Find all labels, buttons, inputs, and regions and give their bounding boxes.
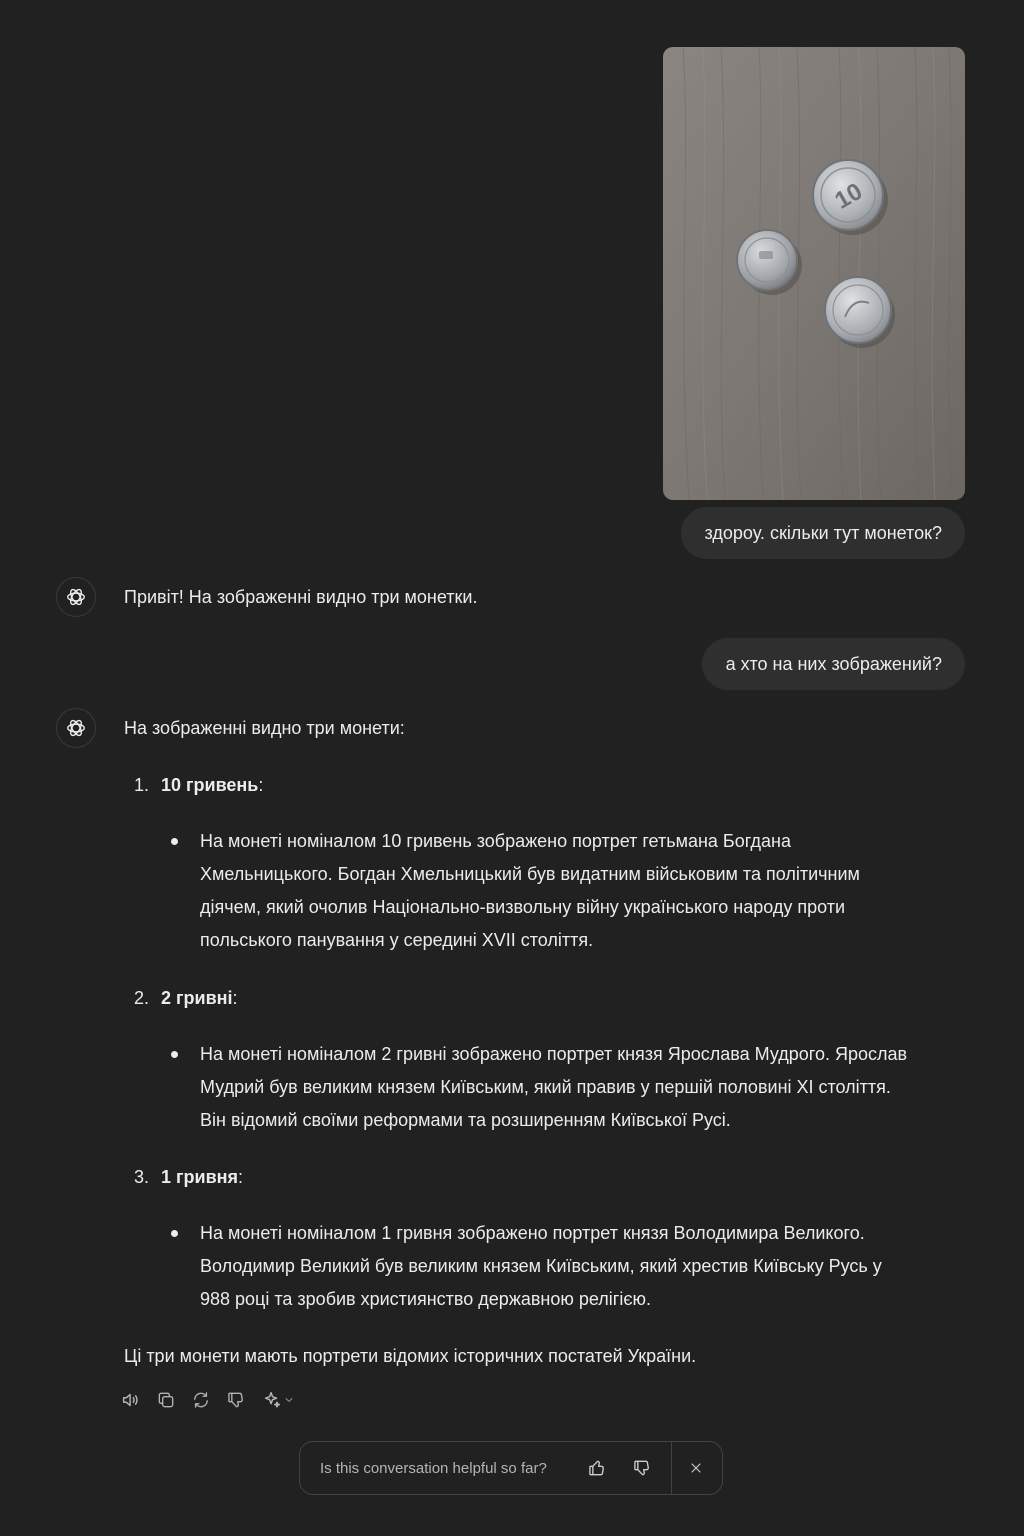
user-message: а хто на них зображений? (702, 638, 965, 690)
list-item-suffix: : (232, 988, 238, 1008)
copy-button[interactable] (153, 1387, 179, 1413)
bullet-dot (171, 838, 178, 845)
paragraph-line: діячем, який очолив Національно-визвольну війну українського народу проти (200, 897, 846, 917)
feedback-thumbs-up-button[interactable] (580, 1451, 614, 1485)
coins-on-table-image (663, 47, 965, 500)
list-item-title: 10 гривень (161, 775, 259, 795)
chevron-down-icon (283, 1394, 295, 1406)
paragraph-line: 988 році та зробив християнство державною релігією. (200, 1289, 652, 1309)
paragraph-line: На монеті номіналом 1 гривня зображено портрет князя Володимира Великого. (200, 1223, 865, 1243)
user-message: здороу. скільки тут монеток? (681, 507, 965, 559)
openai-logo-icon (65, 717, 87, 739)
list-item-heading (134, 1165, 243, 1189)
paragraph-line: На монеті номіналом 2 гривні зображено портрет князя Ярослава Мудрого. Ярослав (200, 1044, 908, 1064)
bullet-paragraph (200, 1038, 970, 1137)
paragraph-line: Він відомий своїми реформами та розширенням Київської Русі. (200, 1110, 731, 1130)
list-item-suffix: : (258, 775, 264, 795)
list-item-heading (134, 986, 238, 1010)
coin-1-hryvnia (825, 277, 891, 343)
regenerate-icon (191, 1390, 211, 1410)
message-actions (118, 1386, 307, 1414)
paragraph-line: На монеті номіналом 10 гривень зображено портрет гетьмана Богдана (200, 831, 791, 851)
feedback-divider (671, 1442, 672, 1494)
bullet-paragraph (200, 825, 970, 957)
copy-icon (156, 1390, 176, 1410)
regenerate-button[interactable] (188, 1387, 214, 1413)
assistant-closing: Ці три монети мають портрети відомих історичних постатей України. (124, 1346, 697, 1366)
list-number: 1. (134, 775, 150, 795)
feedback-close-button[interactable] (679, 1451, 713, 1485)
assistant-message: Привіт! На зображенні видно три монетки. (124, 587, 478, 607)
thumbs-down-icon (632, 1458, 652, 1478)
list-item-title: 1 гривня (161, 1167, 239, 1187)
feedback-prompt (299, 1441, 723, 1495)
uploaded-coins-photo[interactable] (663, 47, 965, 500)
thumbs-down-icon (226, 1390, 246, 1410)
paragraph-line: Хмельницького. Богдан Хмельницький був видатним військовим та політичним (200, 864, 860, 884)
paragraph-line: Володимир Великий був великим князем Київським, який хрестив Київську Русь у (200, 1256, 882, 1276)
coin-2-hryvni (737, 230, 797, 290)
paragraph-line: польського панування у середині XVII століття. (200, 930, 594, 950)
assistant-avatar (56, 708, 96, 748)
svg-text:10: 10 (830, 177, 868, 215)
sparkle-icon (261, 1389, 283, 1411)
speaker-icon (120, 1389, 142, 1411)
thumbs-up-icon (587, 1458, 607, 1478)
assistant-intro: На зображенні видно три монети: (124, 718, 405, 738)
bullet-dot (171, 1230, 178, 1237)
coin-10-hryven (813, 160, 883, 230)
openai-logo-icon (65, 586, 87, 608)
list-item-heading (134, 773, 263, 797)
bullet-paragraph (200, 1217, 970, 1316)
read-aloud-button[interactable] (118, 1387, 144, 1413)
change-model-button[interactable] (258, 1387, 298, 1413)
list-item-title: 2 гривні (161, 988, 233, 1008)
list-item-suffix: : (238, 1167, 244, 1187)
close-icon (688, 1460, 704, 1476)
bullet-dot (171, 1051, 178, 1058)
feedback-thumbs-down-button[interactable] (625, 1451, 659, 1485)
paragraph-line: Мудрий був великим князем Київським, який правив у першій половині XI століття. (200, 1077, 891, 1097)
assistant-avatar (56, 577, 96, 617)
feedback-question: Is this conversation helpful so far? (320, 1459, 547, 1477)
list-number: 2. (134, 988, 150, 1008)
bad-response-button[interactable] (223, 1387, 249, 1413)
list-number: 3. (134, 1167, 150, 1187)
